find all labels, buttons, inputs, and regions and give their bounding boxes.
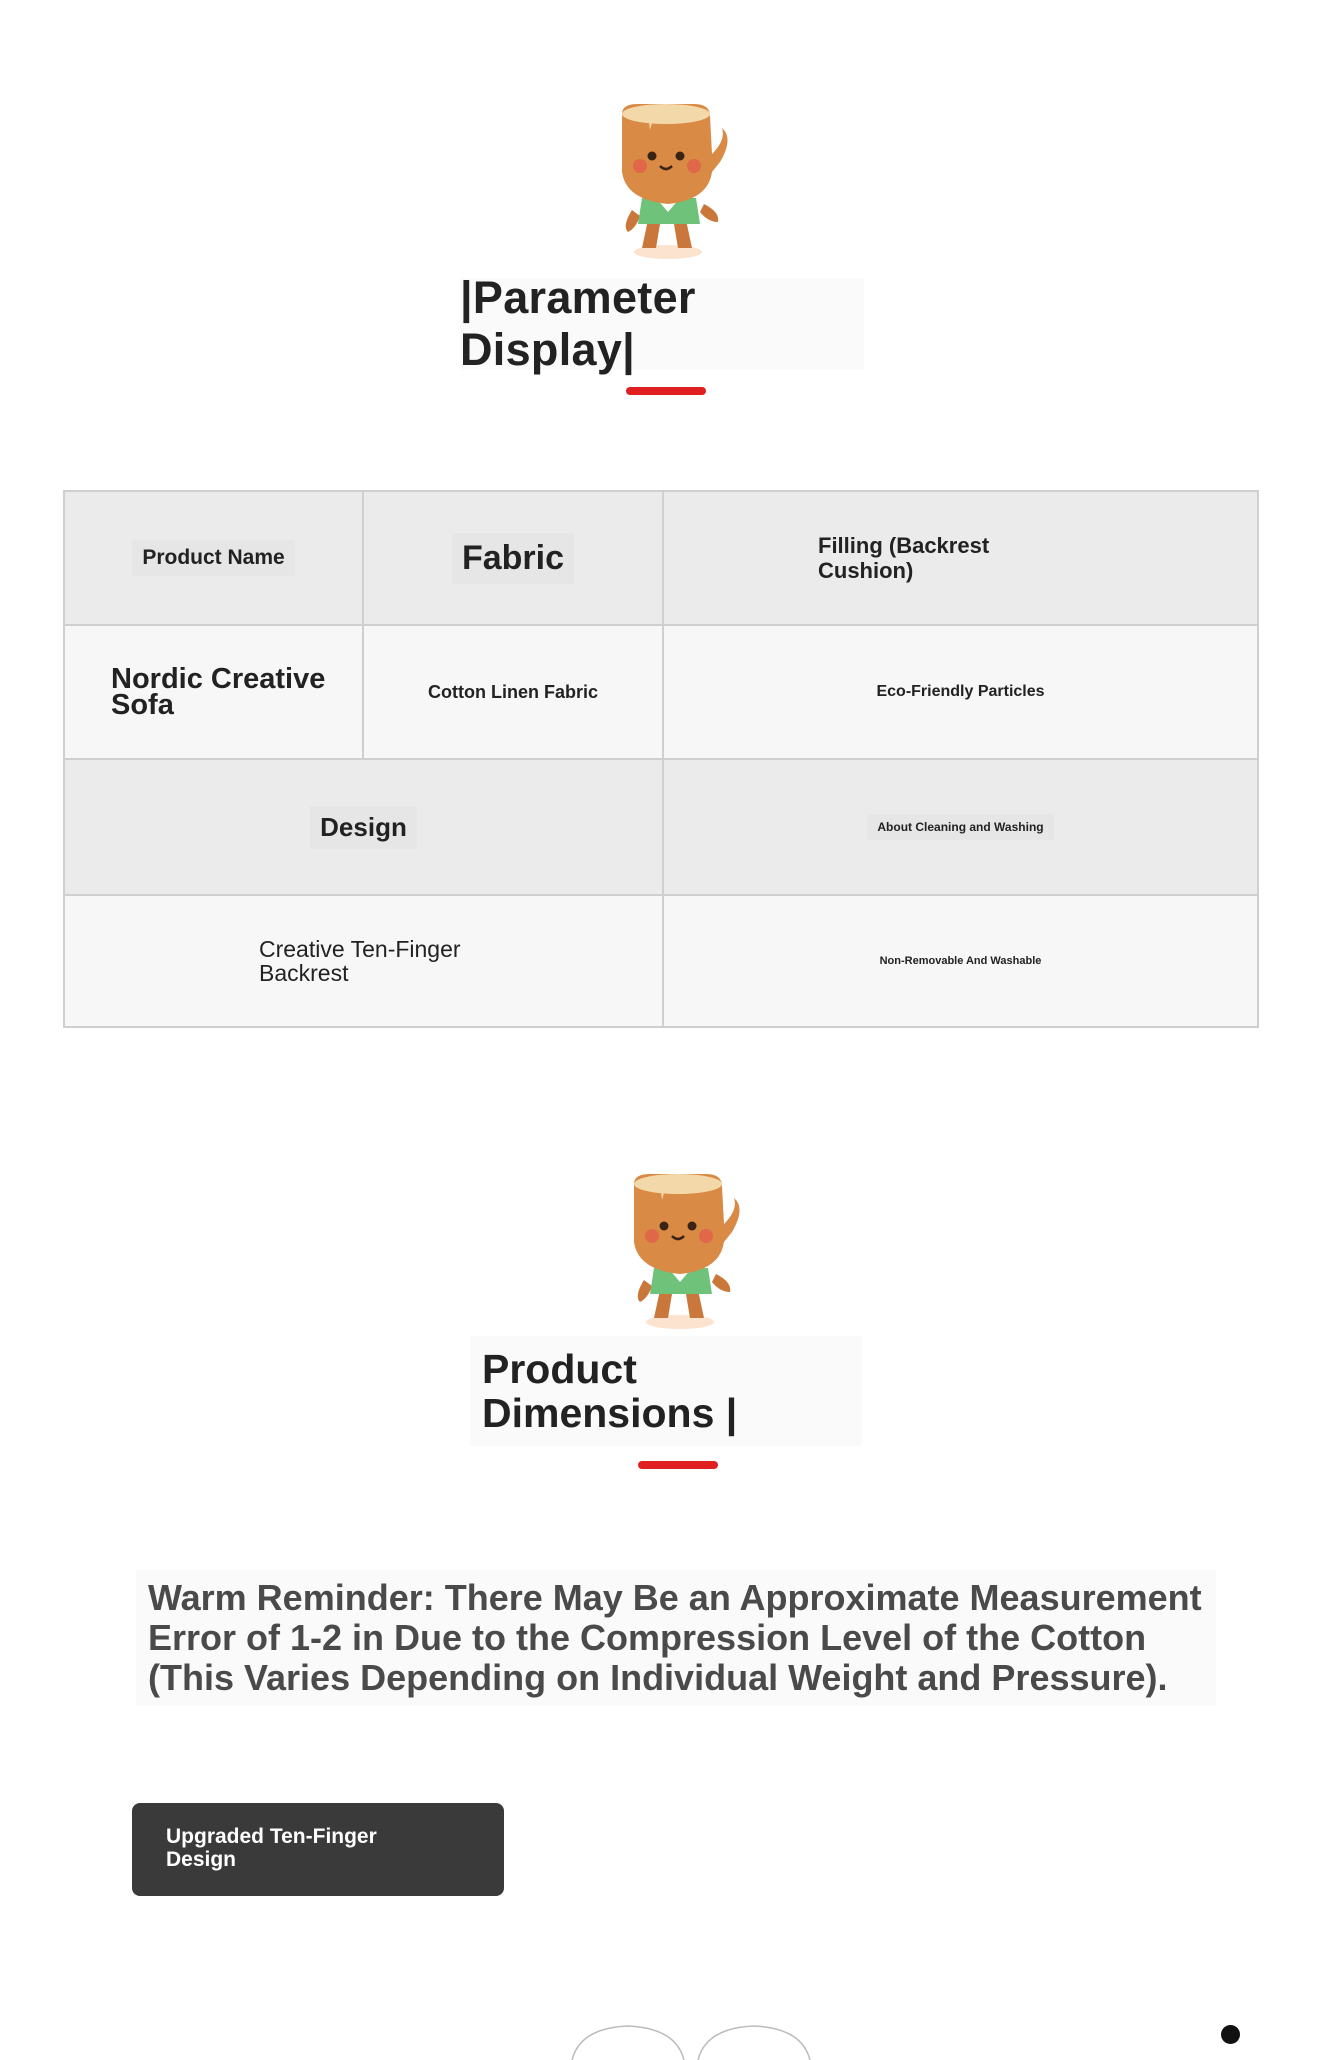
value-cell-filling — [664, 626, 1257, 760]
header-label: Product Name — [142, 546, 285, 569]
title-underline — [626, 387, 706, 395]
header-cell-product-name — [65, 492, 364, 626]
button-label: Upgraded Ten-Finger Design — [166, 1825, 377, 1871]
title-text: Product Dimensions | — [482, 1346, 738, 1436]
dot-marker — [1221, 2025, 1240, 2044]
value-label: Nordic Creative Sofa — [111, 663, 326, 721]
value-label: Non-Removable And Washable — [879, 955, 1042, 967]
value-cell-fabric — [364, 626, 664, 760]
header-cell-design — [65, 760, 664, 896]
header-label: Design — [320, 811, 407, 842]
tree-stump-mascot-icon — [608, 100, 732, 262]
title-underline — [638, 1461, 718, 1469]
value-cell-design — [65, 896, 664, 1026]
warm-reminder-text: Warm Reminder: There May Be an Approximate Measurement Error of 1-2 in Due to the Compression Level of the Cotton (This Varies Depending on Individual Weight and Pressure). — [136, 1570, 1216, 1706]
header-cell-fabric — [364, 492, 664, 626]
value-cell-cleaning — [664, 896, 1257, 1026]
upgraded-design-button[interactable] — [132, 1803, 504, 1896]
parameter-table — [63, 490, 1259, 1028]
value-cell-product-name — [65, 626, 364, 760]
product-outline-graphic — [560, 2020, 830, 2060]
tree-stump-mascot-icon — [620, 1170, 744, 1332]
value-label: Cotton Linen Fabric — [428, 681, 598, 702]
section-title-parameter-display: |Parameter Display| — [460, 278, 864, 370]
value-label: Creative Ten-Finger Backrest — [259, 936, 461, 986]
header-cell-cleaning — [664, 760, 1257, 896]
header-label: Filling (Backrest Cushion) — [818, 533, 990, 583]
header-label: Fabric — [461, 538, 565, 577]
section-title-product-dimensions — [470, 1336, 862, 1446]
value-label: Eco-Friendly Particles — [876, 683, 1045, 700]
header-label: About Cleaning and Washing — [877, 820, 1044, 834]
header-cell-filling — [664, 492, 1257, 626]
